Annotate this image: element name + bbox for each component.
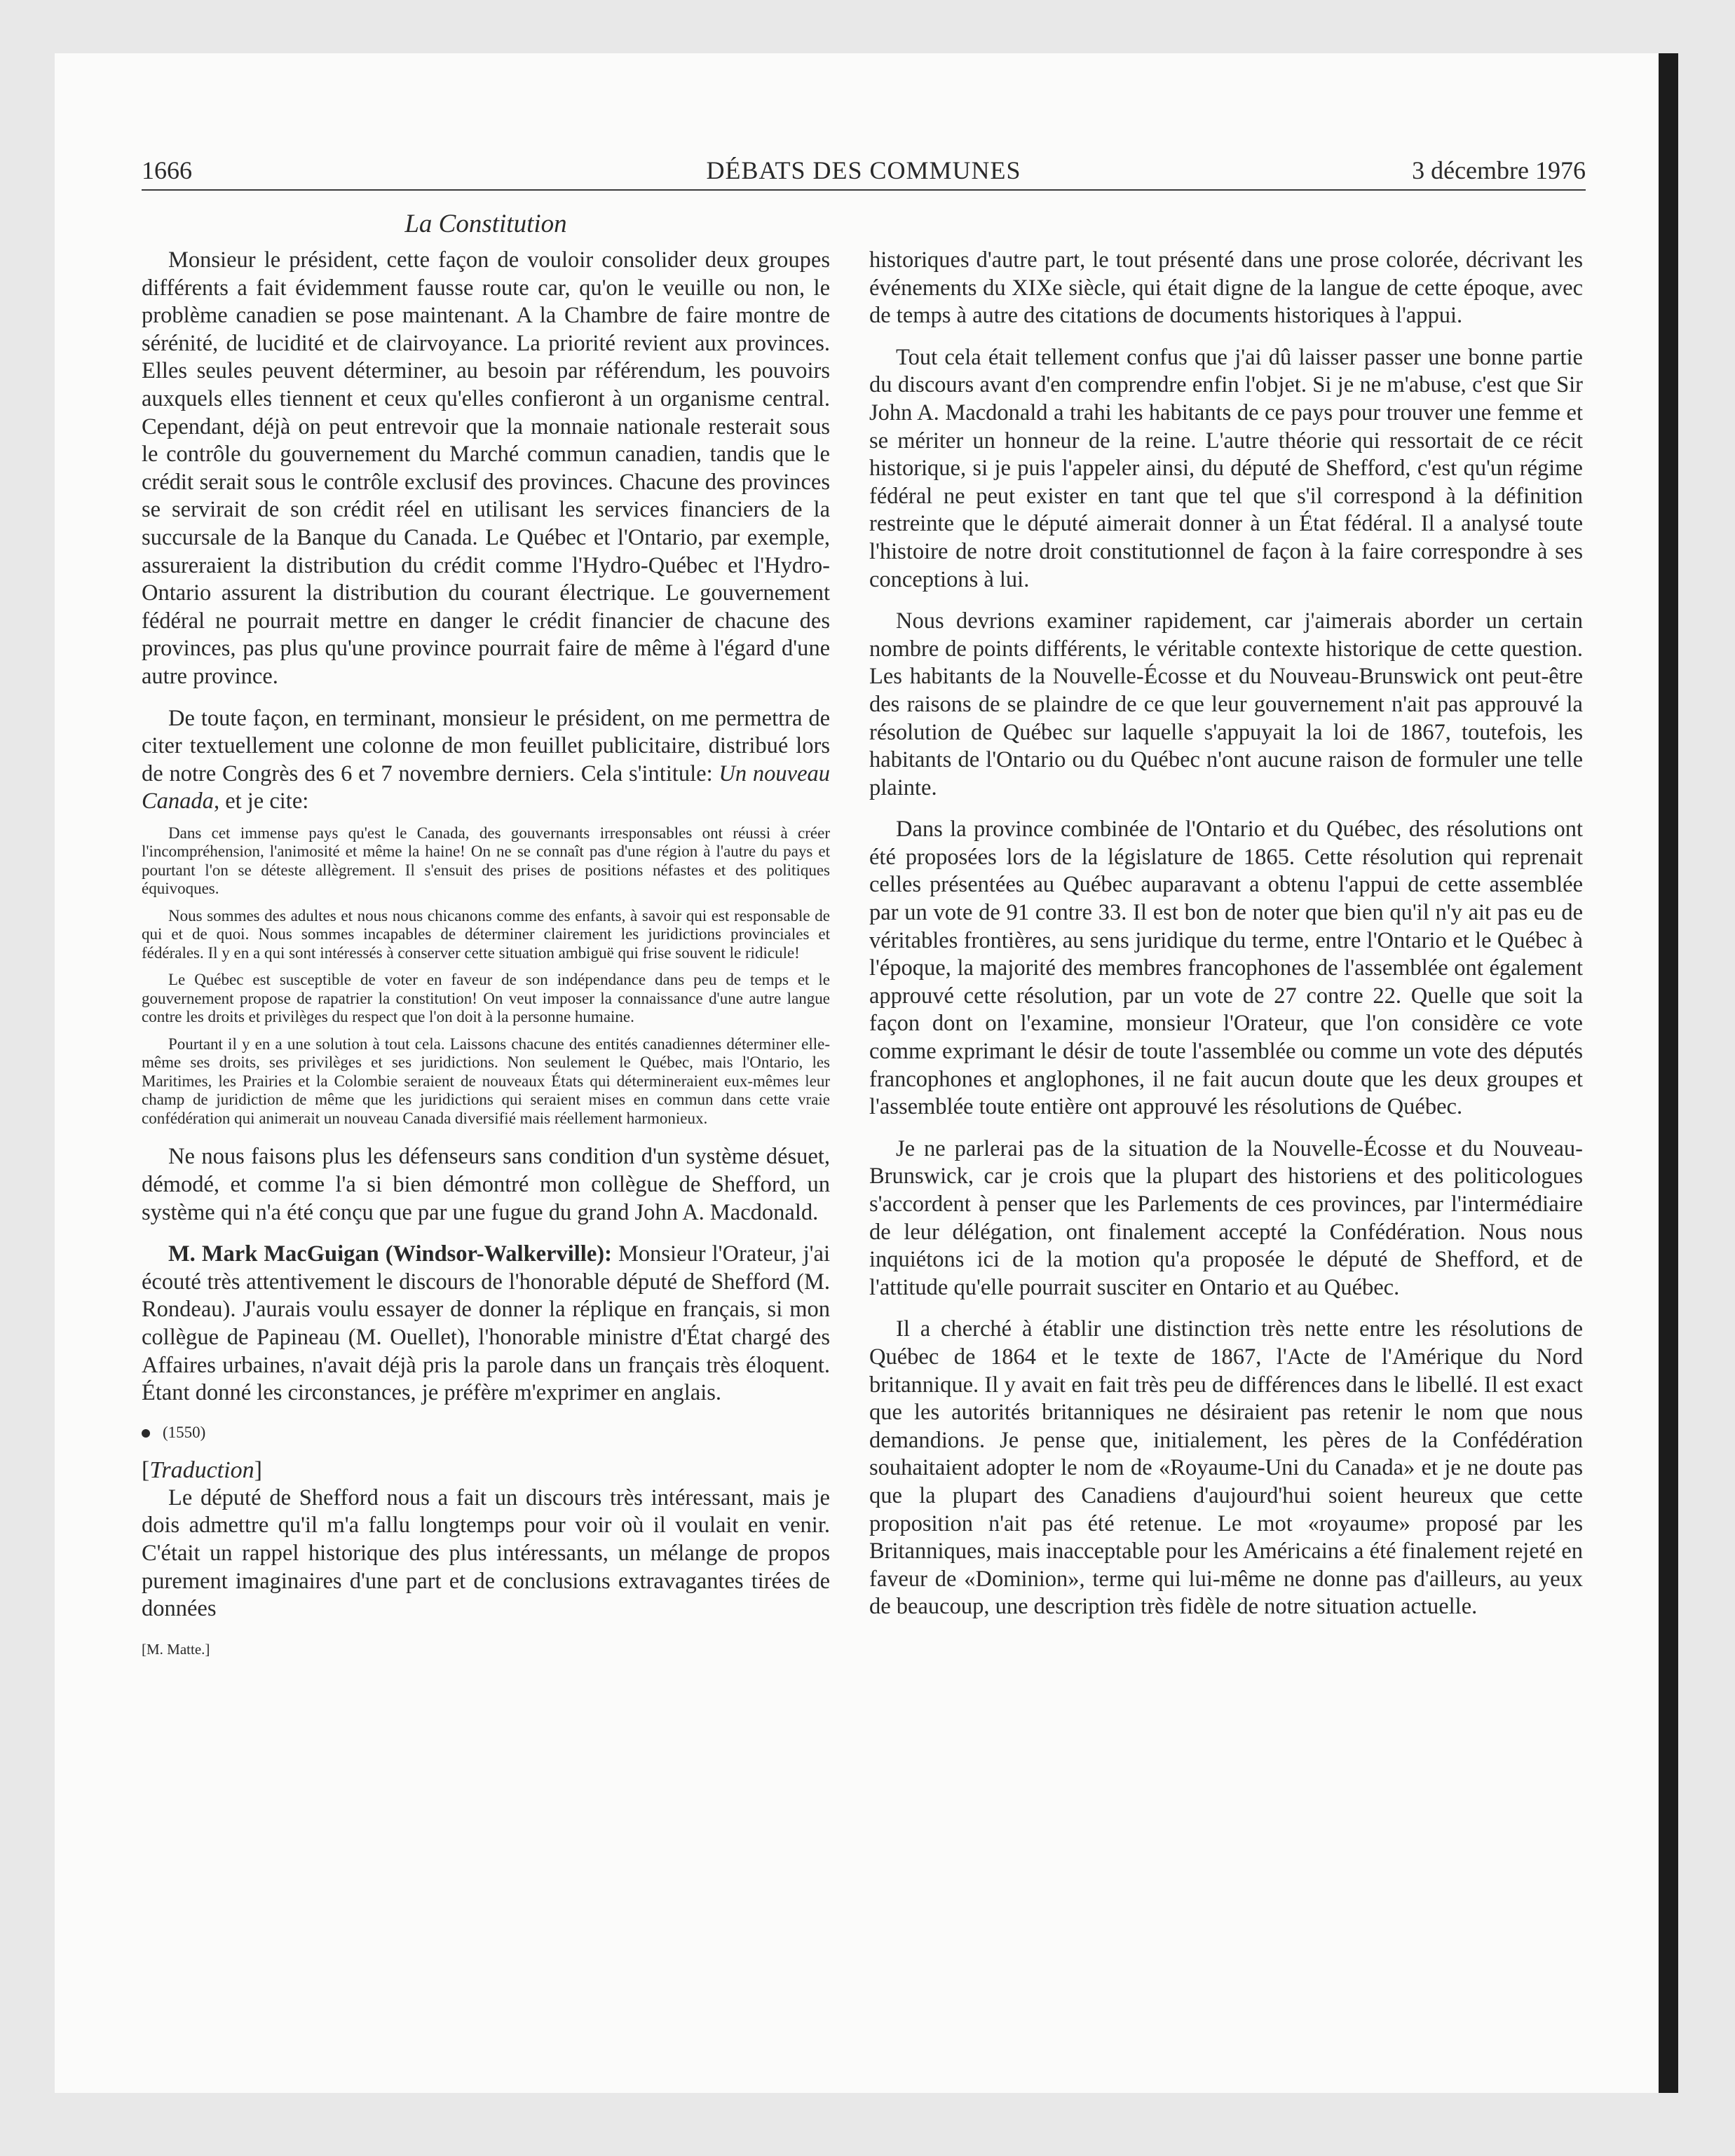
speaker-footnote: [M. Matte.]: [142, 1640, 210, 1658]
paragraph: Nous devrions examiner rapidement, car j'aimerais aborder un certain nombre de points différents, le véritable contexte historique de cette question. Les habitants de la Nouvelle-Écosse et du Nouveau-Brunswick ont peut-être des raisons de se plaindre de ce que leur gouvernement n'ait pas approuvé la résolution de Québec sur laquelle s'appuyait la loi de 1867, toutefois, les habitants de l'Ontario ou du Québec n'ont aucune raison de formuler une telle plainte.: [869, 608, 1583, 800]
paragraph: Il a cherché à établir une distinction très nette entre les résolutions de Québec de 1864 et le texte de 1867, l'Acte de l'Amérique du Nord britannique. Il y avait en fait très peu de différences dans le libellé. Il est exact que les autorités britanniques ne désiraient pas retenir le nom que nous demandions. Je pense que, initialement, les pères de la Confédération souhaitaient adopter le nom de «Royaume-Uni du Canada» et je ne doute pas que la plupart des Canadiens d'aujourd'hui soient heureux que cette proposition n'ait pas été retenue. Le mot «royaume» proposé par les Britanniques, mais inacceptable pour les Américains a été finalement rejeté en faveur de «Dominion», terme qui lui-même ne donne pas d'ailleurs, au yeux de beaucoup, une description très fidèle de notre situation actuelle.: [869, 1316, 1583, 1620]
left-column: [142, 247, 830, 1663]
scan-edge-bar: [1659, 53, 1678, 2093]
paragraph: Le député de Shefford nous a fait un discours très intéressant, mais je dois admettre qu'il m'a fallu longtemps pour voir où il voulait en venir. C'était un rappel historique des plus intéressants, un mélange de propos purement imaginaires d'une part et de conclusions extravagantes tirées de données: [142, 1485, 830, 1622]
publication-title: DÉBATS DES COMMUNES: [706, 156, 1021, 184]
paragraph: Ne nous faisons plus les défenseurs sans condition d'un système désuet, démodé, et comme l'a si bien démontré mon collègue de Shefford, un système qui n'a été conçu que par une fugue du grand John A. Macdonald.: [142, 1144, 830, 1225]
translation-label: [Traduction]: [142, 1456, 262, 1483]
time-marker: (1550): [142, 1421, 830, 1444]
pamphlet-title: Un nouveau Canada: [142, 760, 830, 814]
speech-paragraph: M. Mark MacGuigan (Windsor-Walkerville): Monsieur l'Orateur, j'ai écouté très attentivement le discours de l'honorable député de Shefford (M. Rondeau). J'aurais voulu essayer de donner la réplique en français, si mon collègue de Papineau (M. Ouellet), l'honorable ministre d'État chargé des Affaires urbaines, n'avait déjà pris la parole dans un français très éloquent. Étant donné les circonstances, je préfère m'exprimer en anglais.: [142, 1241, 830, 1406]
bullet-icon: [142, 1429, 150, 1438]
issue-date: 3 décembre 1976: [1412, 156, 1586, 184]
quotation: Le Québec est susceptible de voter en faveur de son indépendance dans peu de temps et le gouvernement propose de rapatrier la constitution! On veut imposer la connaissance d'une autre langue contre les droits et privilèges du respect que l'on doit à la personne humaine.: [142, 971, 830, 1026]
page-header: [142, 156, 1586, 192]
paragraph: Dans la province combinée de l'Ontario et du Québec, des résolutions ont été proposées lors de la législature de 1865. Cette résolution qui reprenait celles présentées au Québec auparavant a obtenu l'appui de cette assemblée par un vote de 91 contre 33. Il est bon de noter que bien qu'il n'y ait pas eu de véritables frontières, au sens juridique du terme, entre l'Ontario et le Québec à l'époque, la majorité des membres francophones de l'assemblée ont également approuvé cette résolution, par un vote de 27 contre 22. Quelle que soit la façon dont on l'examine, monsieur l'Orateur, que l'on considère ce vote comme exprimant le désir de toute l'assemblée ou comme un vote des députés francophones et anglophones, il ne fait aucun doute que les deux groupes et l'assemblée toute entière ont approuvé les résolutions de Québec.: [869, 817, 1583, 1120]
quotation: Pourtant il y en a une solution à tout cela. Laissons chacune des entités canadiennes déterminer elle-même ses droits, ses privilèges et ses juridictions. Non seulement le Québec, mais l'Ontario, les Maritimes, les Prairies et la Colombie seraient de nouveaux États qui détermineraient eux-mêmes leur champ de juridiction de même que les juridictions qui seraient mises en commun dans cette vraie confédération qui animerait un nouveau Canada diversifié mais réellement harmonieux.: [142, 1035, 830, 1127]
header-rule: [142, 189, 1586, 191]
paragraph: Monsieur le président, cette façon de vouloir consolider deux groupes différents a fait évidemment fausse route car, qu'on le veuille ou non, le problème canadien se pose maintenant. A la Chambre de faire montre de sérénité, de lucidité et de clairvoyance. La priorité revient aux provinces. Elles seules peuvent déterminer, au besoin par référendum, les pouvoirs auxquels elles tiennent et ceux qu'elles confieront à un organisme central. Cependant, déjà on peut entrevoir que la monnaie nationale resterait sous le contrôle du gouvernement du Marché commun canadien, tandis que le crédit serait sous le contrôle exclusif des provinces. Chacune des provinces se servirait de son crédit réel en utilisant les services financiers de la succursale de la Banque du Canada. Le Québec et l'Ontario, par exemple, assureraient la distribution du crédit comme l'Hydro-Québec et l'Hydro-Ontario assurent la distribution du courant électrique. Le gouvernement fédéral ne pourrait mettre en danger le crédit financier de chacune des provinces, pas plus qu'une province pourrait faire de même à l'égard d'une autre province.: [142, 247, 830, 689]
paragraph: De toute façon, en terminant, monsieur le président, on me permettra de citer textuellement une colonne de mon feuillet publicitaire, distribué lors de notre Congrès des 6 et 7 novembre derniers. Cela s'intitule: Un nouveau Canada, et je cite:: [142, 705, 830, 814]
paragraph: Je ne parlerai pas de la situation de la Nouvelle-Écosse et du Nouveau-Brunswick, car je crois que la plupart des historiens et des politicologues s'accordent à penser que les Parlements de ces provinces, par l'intermédiaire de leur délégation, ont finalement accepté la Confédération. Nous nous inquiétons ici de la motion qu'a proposée le député de Shefford, et de l'attitude qu'elle pourrait susciter en Ontario et au Québec.: [869, 1135, 1583, 1300]
paragraph: historiques d'autre part, le tout présenté dans une prose colorée, décrivant les événements du XIXe siècle, qui était digne de la langue de cette époque, avec de temps à autre des citations de documents historiques à l'appui.: [869, 247, 1583, 329]
speaker-name: M. Mark MacGuigan (Windsor-Walkerville):: [168, 1241, 612, 1267]
section-title: La Constitution: [404, 210, 567, 238]
paragraph: Tout cela était tellement confus que j'ai dû laisser passer une bonne partie du discours avant d'en comprendre enfin l'objet. Si je ne m'abuse, c'est que Sir John A. Macdonald a trahi les habitants de ce pays pour trouver une femme et se mériter un honneur de la reine. L'autre théorie qui ressortait de ce récit historique, si je puis l'appeler ainsi, du député de Shefford, c'est qu'un régime fédéral ne peut exister en tant que tel que s'il correspond à la définition restreinte que le député aimerait donner à un État fédéral. Il a analysé toute l'histoire de notre droit constitutionnel de façon à la faire correspondre à ses conceptions à lui.: [869, 344, 1583, 592]
right-column: [869, 247, 1583, 1621]
page-number: 1666: [142, 156, 192, 184]
quotation: Nous sommes des adultes et nous nous chicanons comme des enfants, à savoir qui est responsable de qui et de quoi. Nous sommes incapables de déterminer clairement les juridictions provinciales et fédérales. Il y en a qui sont intéressés à conserver cette situation ambiguë qui frise souvent le ridicule!: [142, 906, 830, 962]
quotation: Dans cet immense pays qu'est le Canada, des gouvernants irresponsables ont réussi à créer l'incompréhension, l'animosité et même la haine! On ne se connaît pas d'une région à l'autre du pays et pourtant l'on se déteste allègrement. Il s'ensuit des prises de positions néfastes et des politiques équivoques.: [142, 824, 830, 898]
